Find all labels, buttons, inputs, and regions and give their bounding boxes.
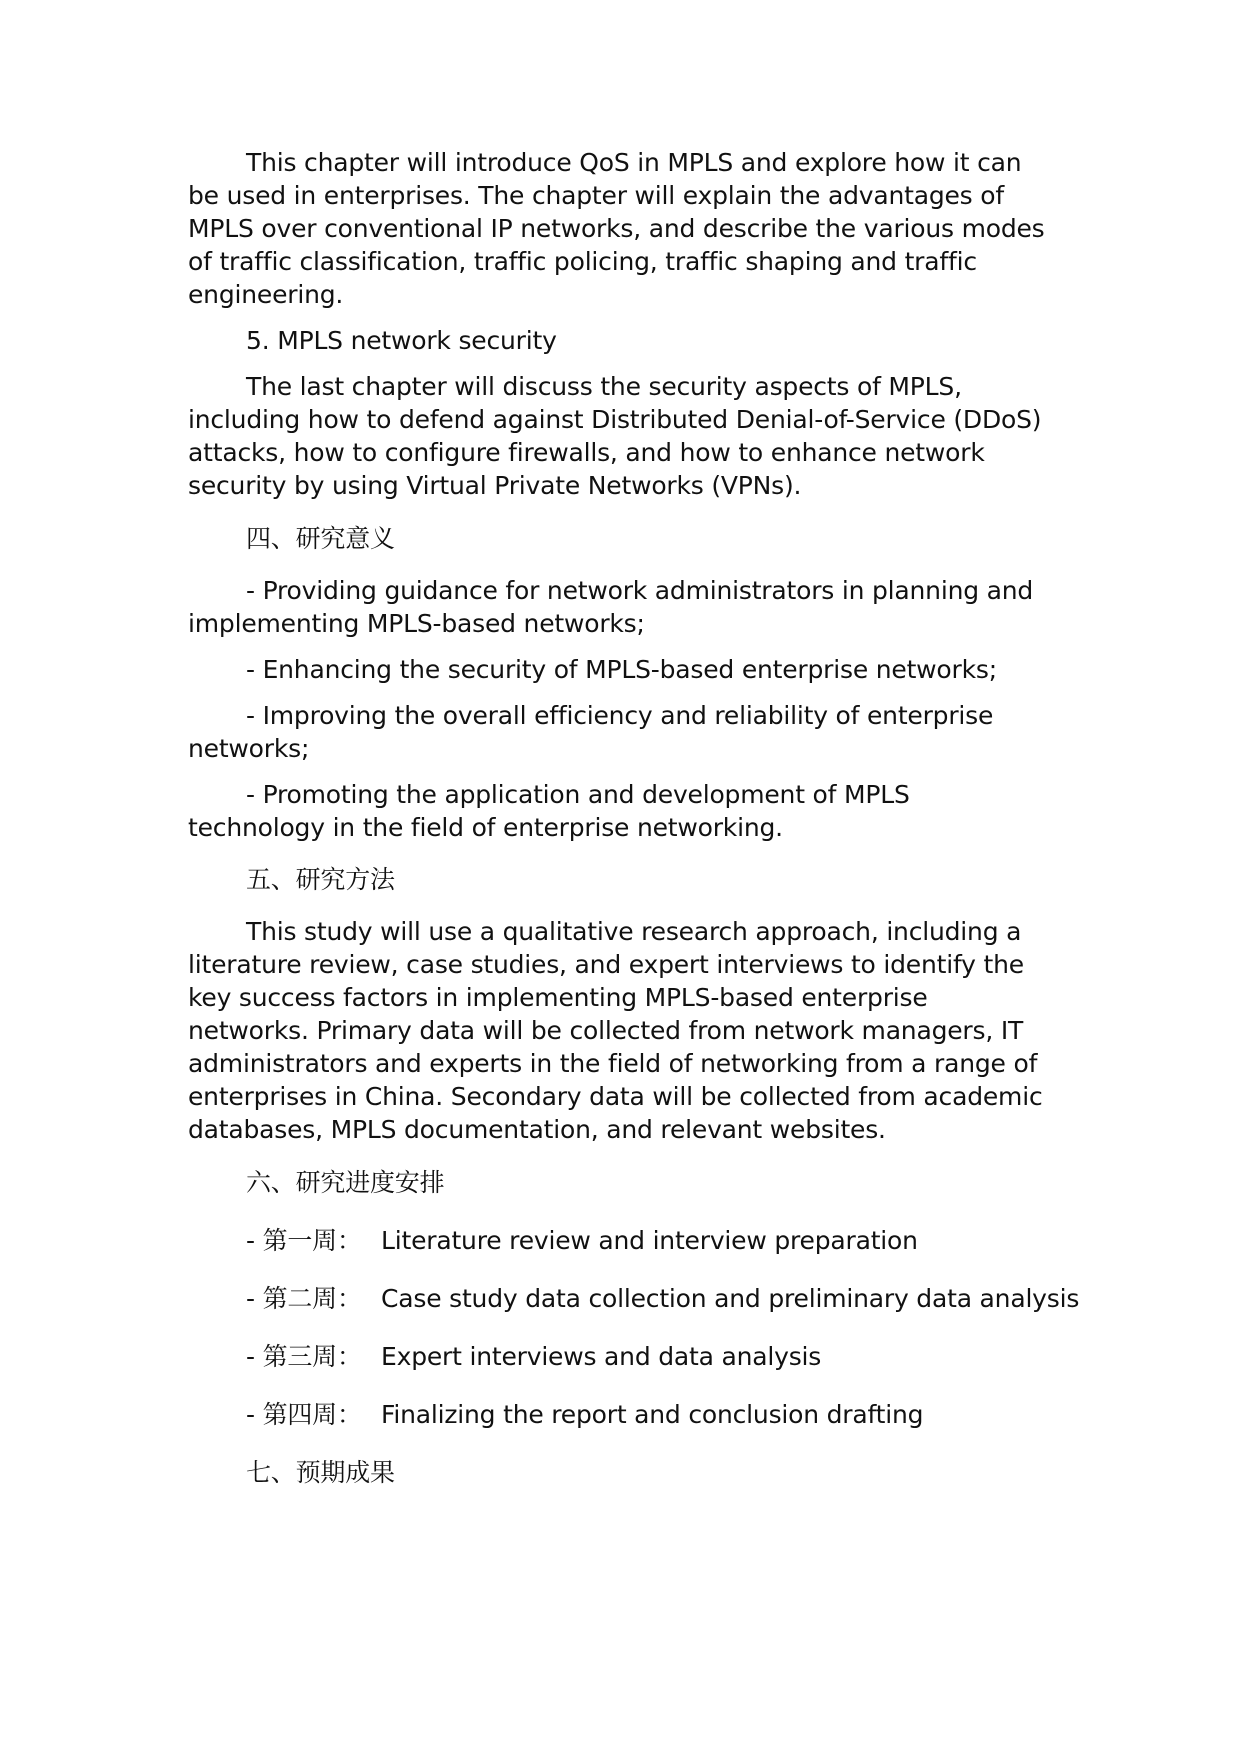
schedule-item (188, 1282, 1080, 1315)
schedule-week-label: - 第一周： (246, 1226, 362, 1255)
methods-heading: 五、研究方法 (246, 865, 395, 894)
schedule-week-label: - 第四周： (246, 1400, 362, 1429)
section-5-title: 5. MPLS network security (246, 326, 557, 355)
schedule-task: Finalizing the report and conclusion drafting (381, 1400, 924, 1429)
significance-item: - Improving the overall efficiency and reliability of enterprise networks; (188, 701, 994, 763)
schedule-week-label: - 第三周： (246, 1342, 362, 1371)
methods-paragraph: This study will use a qualitative research approach, including a literature review, case studies, and expert interviews to identify the key success factors in implementing MPLS-based enterprise networks. Primary data will be collected from network managers, IT administrators and experts in the field of networking from a range of enterprises in China. Secondary data will be collected from academic databases, MPLS documentation, and relevant websites. (188, 917, 1043, 1144)
document-body (188, 146, 1080, 1489)
intro-paragraph: This chapter will introduce QoS in MPLS and explore how it can be used in enterprises. The chapter will explain the advantages of MPLS over conventional IP networks, and describe the various modes of traffic classification, traffic policing, traffic shaping and traffic engineering. (188, 148, 1045, 309)
significance-item: - Promoting the application and development of MPLS technology in the field of enterprise networking. (188, 780, 910, 842)
schedule-item (188, 1224, 1050, 1257)
significance-heading: 四、研究意义 (246, 524, 395, 553)
schedule-heading: 六、研究进度安排 (246, 1168, 445, 1197)
significance-item: - Providing guidance for network administrators in planning and implementing MPLS-based networks; (188, 576, 1034, 638)
schedule-item (188, 1340, 1050, 1373)
significance-item: - Enhancing the security of MPLS-based enterprise networks; (246, 655, 997, 684)
schedule-task: Expert interviews and data analysis (381, 1342, 822, 1371)
schedule-task: Case study data collection and preliminary data analysis (381, 1284, 1080, 1313)
section-5-paragraph: The last chapter will discuss the security aspects of MPLS, including how to defend against Distributed Denial-of-Service (DDoS) attacks, how to configure firewalls, and how to enhance network security by using Virtual Private Networks (VPNs). (188, 372, 1042, 500)
schedule-item (188, 1398, 1050, 1431)
schedule-task: Literature review and interview preparation (381, 1226, 918, 1255)
outcomes-heading: 七、预期成果 (246, 1458, 395, 1487)
schedule-week-label: - 第二周： (246, 1284, 362, 1313)
